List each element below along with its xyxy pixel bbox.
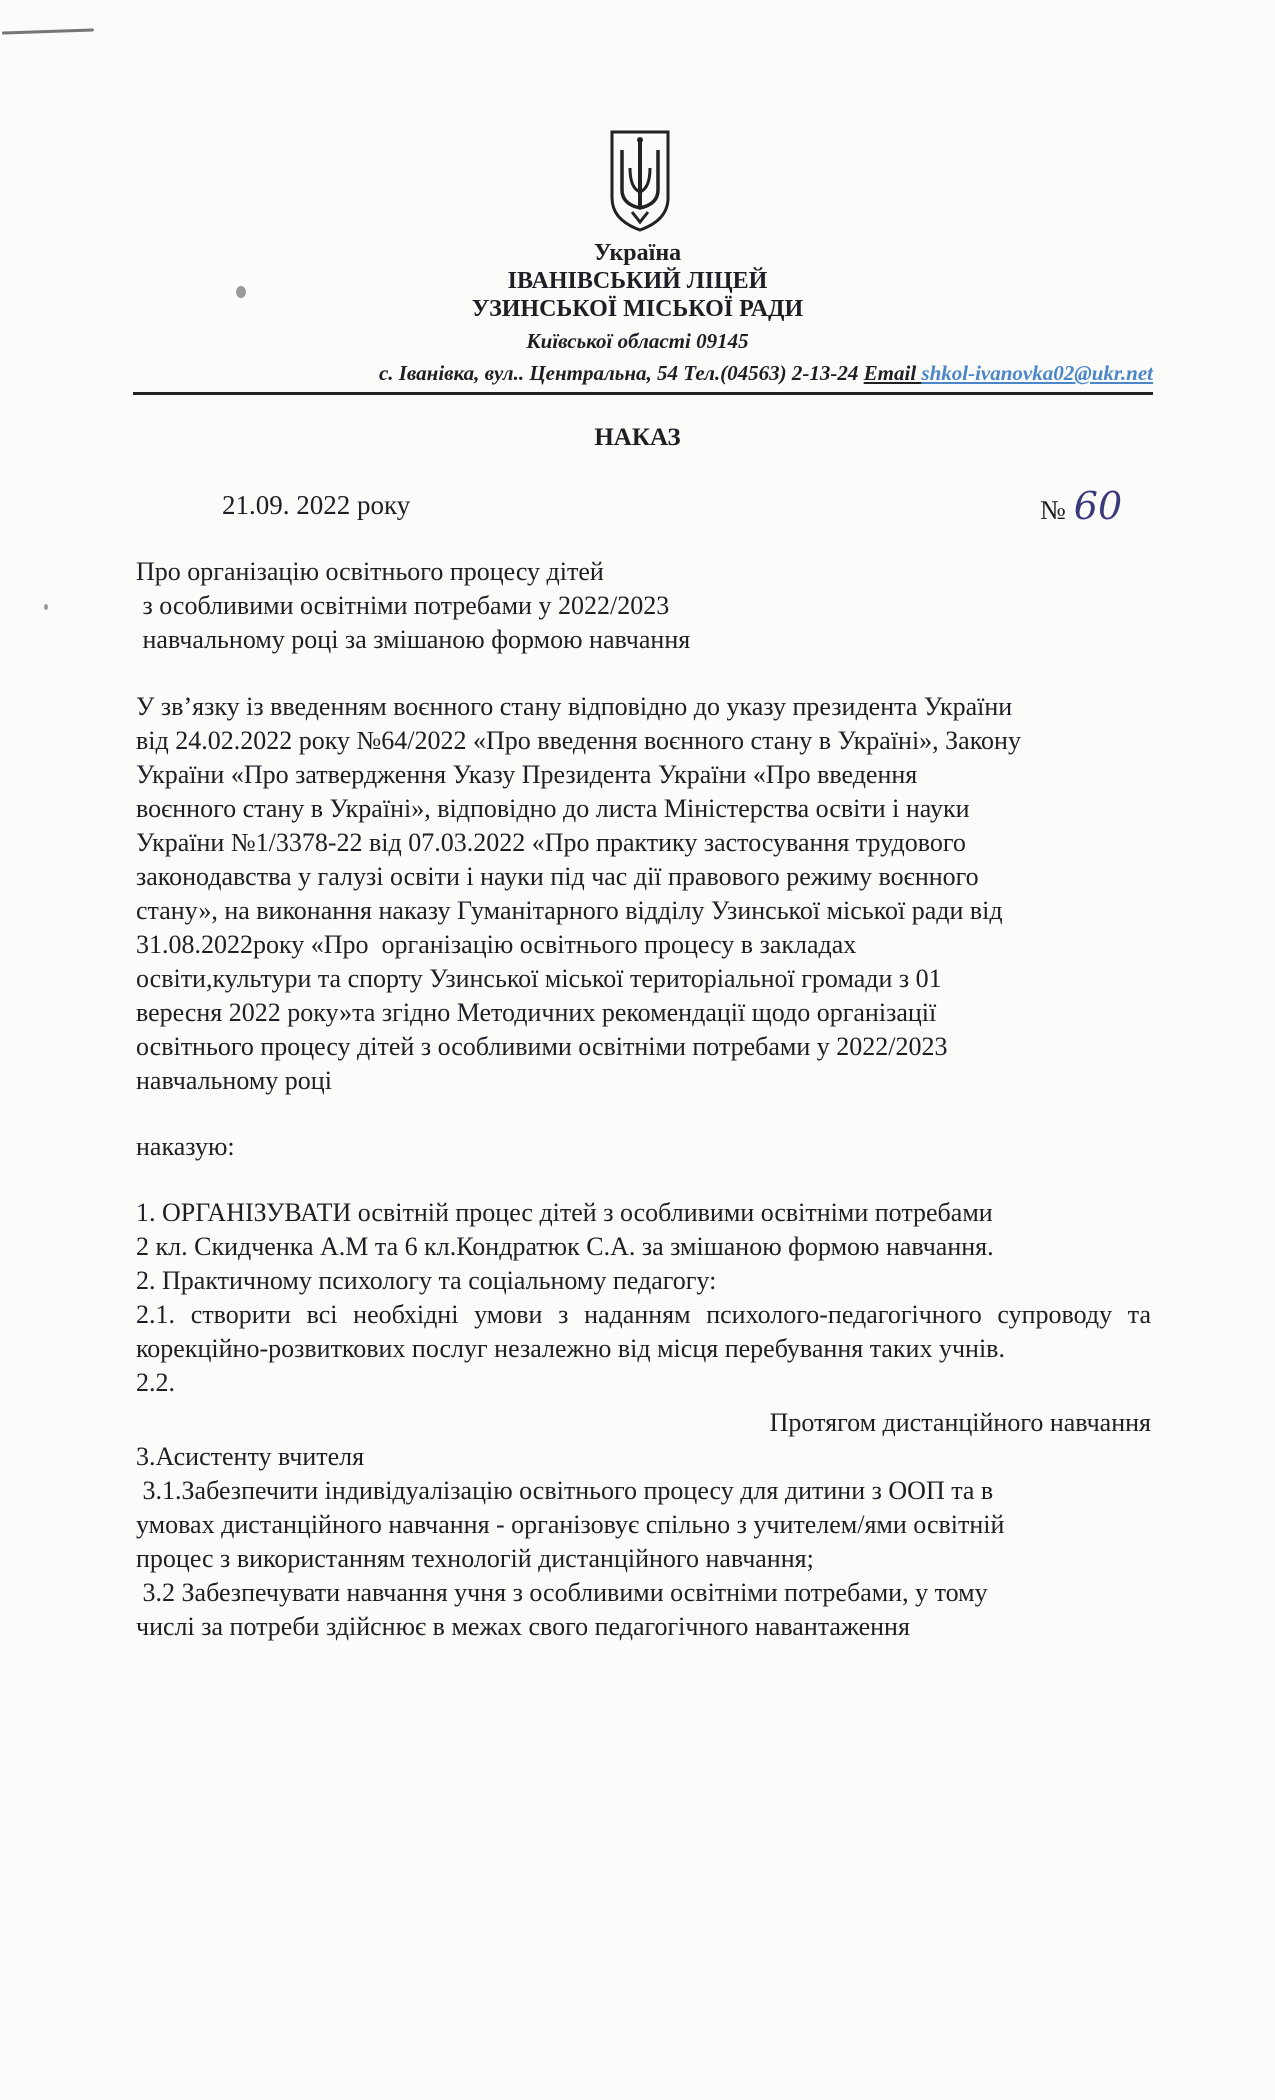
preamble-line: вересня 2022 року»та згідно Методичних рекомендації щодо організації xyxy=(136,998,937,1027)
order-subject xyxy=(136,555,1151,657)
header-school-name: ІВАНІВСЬКИЙ ЛІЦЕЙ xyxy=(507,268,768,294)
preamble-line: 31.08.2022року «Про організацію освітнього процесу в закладах xyxy=(136,930,857,959)
preamble-line: України «Про затвердження Указу Президента України «Про введення xyxy=(136,760,918,789)
order-number-value: 60 xyxy=(1073,484,1123,528)
header-council-name: УЗИНСЬКОЇ МІСЬКОЇ РАДИ xyxy=(471,296,804,322)
order-word: наказую: xyxy=(136,1132,235,1161)
preamble-line: від 24.02.2022 року №64/2022 «Про введення воєнного стану в Україні», Закону xyxy=(136,726,1021,755)
header-country: Україна xyxy=(593,240,682,266)
order-number-label: № xyxy=(1040,495,1066,525)
preamble-line: У зв’язку із введенням воєнного стану відповідно до указу президента України xyxy=(136,692,1013,721)
item-3-2-line: 3.2 Забезпечувати навчання учня з особливими освітніми потребами, у тому xyxy=(136,1578,988,1607)
order-date: 21.09. 2022 року xyxy=(222,490,411,520)
header-email-link[interactable]: shkol-ivanovka02@ukr.net xyxy=(921,361,1153,385)
header-divider xyxy=(133,392,1153,395)
document-title: НАКАЗ xyxy=(594,424,681,451)
subject-line: з особливими освітніми потребами у 2022/2023 xyxy=(136,591,670,620)
item-3-1-line: умовах дистанційного навчання - організовує спільно з учителем/ями освітній xyxy=(136,1510,1005,1539)
preamble-line: воєнного стану в Україні», відповідно до листа Міністерства освіти і науки xyxy=(136,794,970,823)
item-3: 3.Асистенту вчителя xyxy=(136,1442,365,1471)
subject-line: Про організацію освітнього процесу дітей xyxy=(136,557,604,586)
header-email-label: Email xyxy=(863,361,922,385)
subject-line: навчальному році за змішаною формою навчання xyxy=(136,625,691,654)
item-3-2-line: числі за потреби здійснює в межах свого педагогічного навантаження xyxy=(136,1612,910,1641)
item-1-line: 1. ОРГАНІЗУВАТИ освітній процес дітей з особливими освітніми потребами xyxy=(136,1198,993,1227)
trident-emblem-icon xyxy=(608,128,672,232)
item-2-2: 2.2. xyxy=(136,1368,175,1397)
order-number xyxy=(1040,484,1122,528)
item-term: Протягом дистанційного навчання xyxy=(769,1408,1151,1437)
preamble-line: освіти,культури та спорту Узинської міської територіальної громади з 01 xyxy=(136,964,942,993)
preamble-line: навчальному році xyxy=(136,1066,332,1095)
item-3-1-line: процес з використанням технологій дистанційного навчання; xyxy=(136,1544,814,1573)
preamble-line: законодавства у галузі освіти і науки під час дії правового режиму воєнного xyxy=(136,862,979,891)
item-2: 2. Практичному психологу та соціальному педагогу: xyxy=(136,1266,717,1295)
item-3-1-line: 3.1.Забезпечити індивідуалізацію освітнього процесу для дитини з ООП та в xyxy=(136,1476,994,1505)
scan-mark xyxy=(2,28,94,34)
preamble-line: України №1/3378-22 від 07.03.2022 «Про практику застосування трудового xyxy=(136,828,966,857)
preamble-line: освітнього процесу дітей з особливими освітніми потребами у 2022/2023 xyxy=(136,1032,948,1061)
order-items xyxy=(136,1196,1151,1644)
item-2-1: 2.1. створити всі необхідні умови з наданням психолого-педагогічного супроводу та корекційно-розвиткових послуг незалежно від місця перебування таких учнів. xyxy=(136,1300,1151,1363)
header-address-line xyxy=(133,361,1153,385)
preamble-line: стану», на виконання наказу Гуманітарного відділу Узинської міської ради від xyxy=(136,896,1003,925)
item-1-line: 2 кл. Скидченка А.М та 6 кл.Кондратюк С.А. за змішаною формою навчання. xyxy=(136,1232,994,1261)
order-preamble xyxy=(136,690,1151,1098)
scan-speck xyxy=(44,604,48,610)
header-address: с. Іванівка, вул.. Центральна, 54 Тел.(04563) 2-13-24 xyxy=(378,361,864,385)
header-region: Київської області 09145 xyxy=(526,329,749,353)
